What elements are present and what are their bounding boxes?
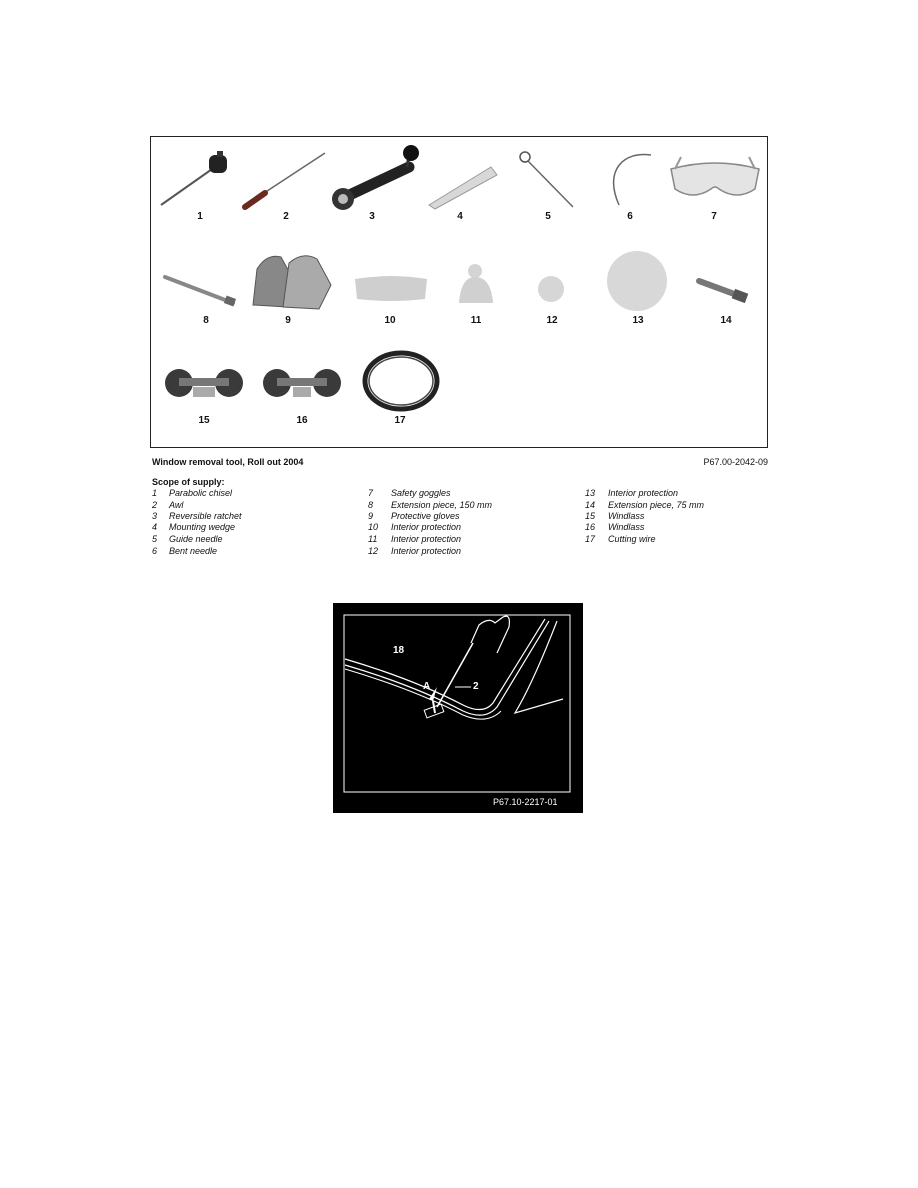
tool-14 bbox=[693, 271, 757, 335]
caption-title: Window removal tool, Roll out 2004 bbox=[152, 457, 304, 467]
tool-1 bbox=[157, 149, 237, 229]
tool-number: 11 bbox=[470, 315, 482, 326]
parabolic-chisel-icon bbox=[157, 149, 237, 209]
safety-goggles-icon bbox=[667, 151, 763, 211]
tool-number: 8 bbox=[203, 315, 209, 326]
tool-number: 4 bbox=[457, 211, 463, 222]
tool-8 bbox=[161, 265, 241, 335]
interior-protection-icon bbox=[455, 261, 499, 305]
tool-3 bbox=[329, 145, 429, 229]
figure-code: P67.00-2042-09 bbox=[703, 457, 768, 467]
callout-2: 2 bbox=[473, 681, 479, 692]
windlass-icon bbox=[159, 365, 249, 405]
extension-75-icon bbox=[693, 271, 757, 307]
tool-5 bbox=[513, 149, 583, 229]
tool-11 bbox=[455, 261, 499, 335]
tool-illustration-panel bbox=[150, 136, 768, 448]
tool-number: 17 bbox=[394, 415, 406, 426]
interior-protection-icon bbox=[531, 271, 571, 307]
tool-12 bbox=[531, 271, 571, 335]
mounting-wedge-icon bbox=[425, 149, 505, 209]
tool-number: 7 bbox=[711, 211, 717, 222]
tool-number: 10 bbox=[384, 315, 396, 326]
tool-number: 12 bbox=[546, 315, 558, 326]
tool-number: 9 bbox=[285, 315, 291, 326]
diagram-code: P67.10-2217-01 bbox=[493, 797, 558, 807]
tool-number: 16 bbox=[296, 415, 308, 426]
tool-number: 13 bbox=[632, 315, 644, 326]
tool-9 bbox=[247, 249, 337, 335]
tool-number: 1 bbox=[197, 211, 203, 222]
tool-7 bbox=[667, 151, 763, 229]
tool-number: 3 bbox=[369, 211, 375, 222]
reversible-ratchet-icon bbox=[329, 145, 429, 211]
tool-10 bbox=[351, 271, 431, 335]
bent-needle-icon bbox=[595, 149, 665, 209]
tool-number: 15 bbox=[198, 415, 210, 426]
tool-number: 14 bbox=[720, 315, 732, 326]
diagram-drawing bbox=[333, 603, 583, 813]
guide-needle-icon bbox=[513, 149, 583, 209]
scope-title: Scope of supply: bbox=[152, 477, 225, 487]
tool-15 bbox=[159, 365, 249, 431]
tool-4 bbox=[425, 149, 505, 229]
interior-protection-icon bbox=[351, 271, 431, 305]
awl-icon bbox=[241, 149, 331, 209]
tool-number: 6 bbox=[627, 211, 633, 222]
callout-18: 18 bbox=[393, 645, 405, 656]
protective-gloves-icon bbox=[247, 249, 337, 313]
callout-a: A bbox=[423, 681, 431, 692]
extension-150-icon bbox=[161, 265, 241, 309]
cutting-wire-icon bbox=[357, 349, 447, 411]
tool-6 bbox=[595, 149, 665, 229]
tool-16 bbox=[257, 365, 347, 431]
windlass-icon bbox=[257, 365, 347, 405]
interior-protection-icon bbox=[603, 249, 673, 313]
tool-2 bbox=[241, 149, 331, 229]
tool-13 bbox=[603, 249, 673, 335]
tool-number: 5 bbox=[545, 211, 551, 222]
tool-number: 2 bbox=[283, 211, 289, 222]
tool-17 bbox=[357, 349, 447, 431]
installation-diagram bbox=[333, 603, 583, 813]
